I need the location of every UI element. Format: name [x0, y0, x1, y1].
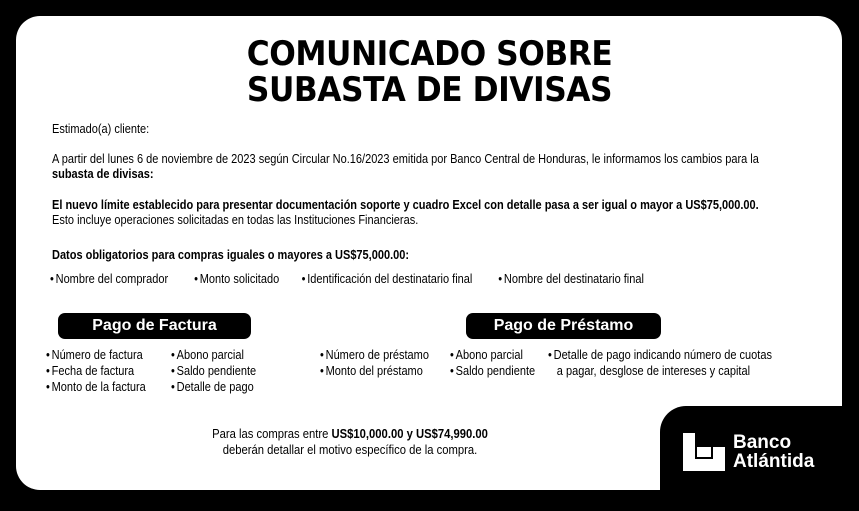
footer-note	[170, 427, 530, 442]
list-item: • Detalle de pago indicando número de cuotas	[548, 347, 772, 363]
footer-prefix: Para las compras entre	[212, 427, 332, 441]
list-item: • Monto de la factura	[46, 379, 146, 395]
title-line-1: COMUNICADO SOBRE	[246, 34, 613, 74]
mandatory-item: • Nombre del comprador	[50, 272, 168, 286]
mandatory-item: • Nombre del destinatario final	[498, 272, 644, 286]
factura-col-1	[46, 347, 146, 395]
list-item: • Abono parcial	[450, 347, 535, 363]
mandatory-heading: Datos obligatorios para compras iguales o mayores a US$75,000.00:	[52, 248, 410, 262]
limit-note: Esto incluye operaciones solicitadas en todas las Instituciones Financieras.	[52, 213, 419, 227]
prestamo-col-2	[450, 347, 535, 379]
list-item: • Monto del préstamo	[320, 363, 429, 379]
mandatory-item: • Identificación del destinatario final	[302, 272, 473, 286]
brand-logo	[683, 433, 814, 471]
list-item: • Saldo pendiente	[450, 363, 535, 379]
list-item: • Número de factura	[46, 347, 146, 363]
mandatory-list	[50, 272, 644, 287]
prestamo-col-1	[320, 347, 429, 379]
page-title	[34, 36, 824, 108]
brand-name	[733, 433, 814, 471]
footer-amount-range: US$10,000.00 y US$74,990.00	[331, 427, 488, 441]
greeting: Estimado(a) cliente:	[52, 122, 150, 136]
list-item: • Abono parcial	[171, 347, 256, 363]
list-item-continuation: a pagar, desglose de intereses y capital	[556, 364, 751, 378]
prestamo-label: Pago de Préstamo	[466, 313, 661, 339]
footer-line-2: deberán detallar el motivo específico de la compra.	[222, 443, 478, 457]
brand-line-1: Banco	[733, 432, 792, 453]
factura-col-2	[171, 347, 256, 395]
brand-line-2: Atlántida	[733, 451, 815, 472]
mandatory-item: • Monto solicitado	[194, 272, 279, 286]
list-item: • Fecha de factura	[46, 363, 146, 379]
list-item: • Saldo pendiente	[171, 363, 256, 379]
limit-statement: El nuevo límite establecido para presentar documentación soporte y cuadro Excel con detalle pasa a ser igual o mayor a US$75,000.00.	[52, 198, 759, 212]
title-line-2: SUBASTA DE DIVISAS	[246, 70, 613, 110]
prestamo-col-3	[548, 347, 772, 379]
list-item: • Número de préstamo	[320, 347, 429, 363]
factura-label: Pago de Factura	[58, 313, 251, 339]
intro-line-2: subasta de divisas:	[52, 167, 154, 181]
banco-atlantida-icon	[683, 433, 725, 471]
list-item: • Detalle de pago	[171, 379, 256, 395]
intro-line-1: A partir del lunes 6 de noviembre de 2023 según Circular No.16/2023 emitida por Banco Central de Honduras, le informamos los cambios para la	[52, 152, 759, 166]
